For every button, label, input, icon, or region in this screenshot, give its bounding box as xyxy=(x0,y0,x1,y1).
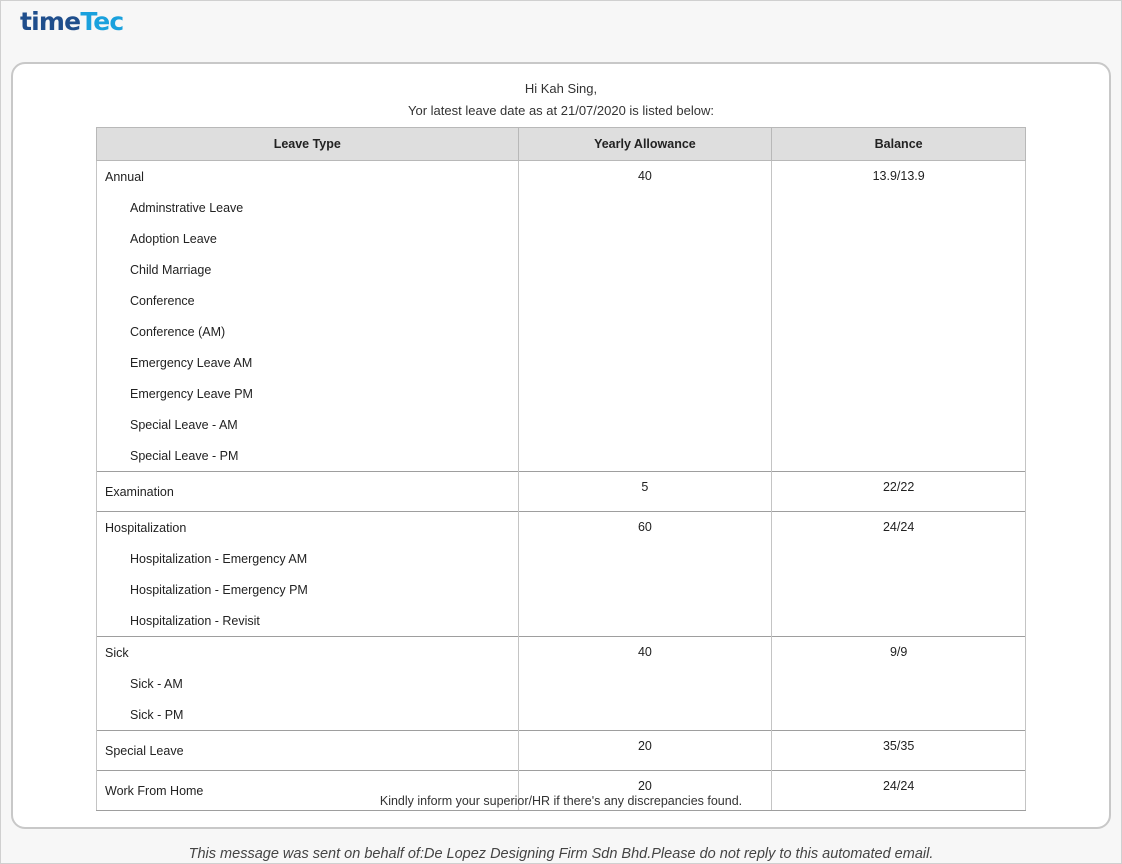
table-row xyxy=(97,731,1026,771)
yearly-allowance-cell: 60 xyxy=(518,512,772,637)
greeting-text: Hi Kah Sing, xyxy=(524,81,598,96)
balance-cell: 35/35 xyxy=(772,731,1026,771)
leave-subtype-cell: Sick - AM xyxy=(97,668,519,699)
leave-type-cell: Examination xyxy=(97,472,519,512)
leave-balance-table xyxy=(96,127,1026,811)
yearly-allowance-cell: 5 xyxy=(518,472,772,512)
logo-text-tec: Tec xyxy=(80,7,124,36)
discrepancy-note: Kindly inform your superior/HR if there's any discrepancies found. xyxy=(379,794,743,808)
leave-subtype-cell: Special Leave - AM xyxy=(97,409,519,440)
leave-type-cell: Annual xyxy=(97,161,519,193)
table-row xyxy=(97,512,1026,544)
leave-subtype-cell: Conference (AM) xyxy=(97,316,519,347)
leave-subtype-cell: Sick - PM xyxy=(97,699,519,731)
leave-subtype-cell: Adoption Leave xyxy=(97,223,519,254)
leave-subtype-cell: Special Leave - PM xyxy=(97,440,519,472)
balance-cell: 24/24 xyxy=(772,512,1026,637)
sent-on-behalf-notice: This message was sent on behalf of:De Lopez Designing Firm Sdn Bhd.Please do not reply to this automated email. xyxy=(188,846,934,862)
leave-type-cell: Special Leave xyxy=(97,731,519,771)
leave-type-cell: Sick xyxy=(97,637,519,669)
leave-subtype-cell: Child Marriage xyxy=(97,254,519,285)
leave-subtype-cell: Emergency Leave AM xyxy=(97,347,519,378)
balance-cell: 24/24 xyxy=(772,771,1026,811)
yearly-allowance-cell: 20 xyxy=(518,731,772,771)
table-row xyxy=(97,161,1026,193)
leave-type-cell: Work From Home xyxy=(97,771,519,811)
leave-type-cell: Hospitalization xyxy=(97,512,519,544)
table-header-row xyxy=(97,128,1026,161)
yearly-allowance-cell: 40 xyxy=(518,637,772,731)
logo-text-time: time xyxy=(20,7,81,36)
header-balance: Balance xyxy=(772,128,1026,161)
leave-subtype-cell: Hospitalization - Emergency PM xyxy=(97,574,519,605)
intro-text: Yor latest leave date as at 21/07/2020 is listed below: xyxy=(408,103,714,118)
table-row xyxy=(97,472,1026,512)
leave-subtype-cell: Hospitalization - Emergency AM xyxy=(97,543,519,574)
balance-cell: 13.9/13.9 xyxy=(772,161,1026,472)
balance-cell: 22/22 xyxy=(772,472,1026,512)
leave-subtype-cell: Adminstrative Leave xyxy=(97,192,519,223)
balance-cell: 9/9 xyxy=(772,637,1026,731)
yearly-allowance-cell: 40 xyxy=(518,161,772,472)
leave-subtype-cell: Conference xyxy=(97,285,519,316)
leave-subtype-cell: Emergency Leave PM xyxy=(97,378,519,409)
timetec-logo xyxy=(20,5,123,39)
leave-subtype-cell: Hospitalization - Revisit xyxy=(97,605,519,637)
header-yearly-allowance: Yearly Allowance xyxy=(518,128,772,161)
email-card xyxy=(11,62,1111,829)
header-leave-type: Leave Type xyxy=(97,128,519,161)
yearly-allowance-cell: 20 xyxy=(518,771,772,811)
table-body xyxy=(97,161,1026,811)
table-row xyxy=(97,637,1026,669)
